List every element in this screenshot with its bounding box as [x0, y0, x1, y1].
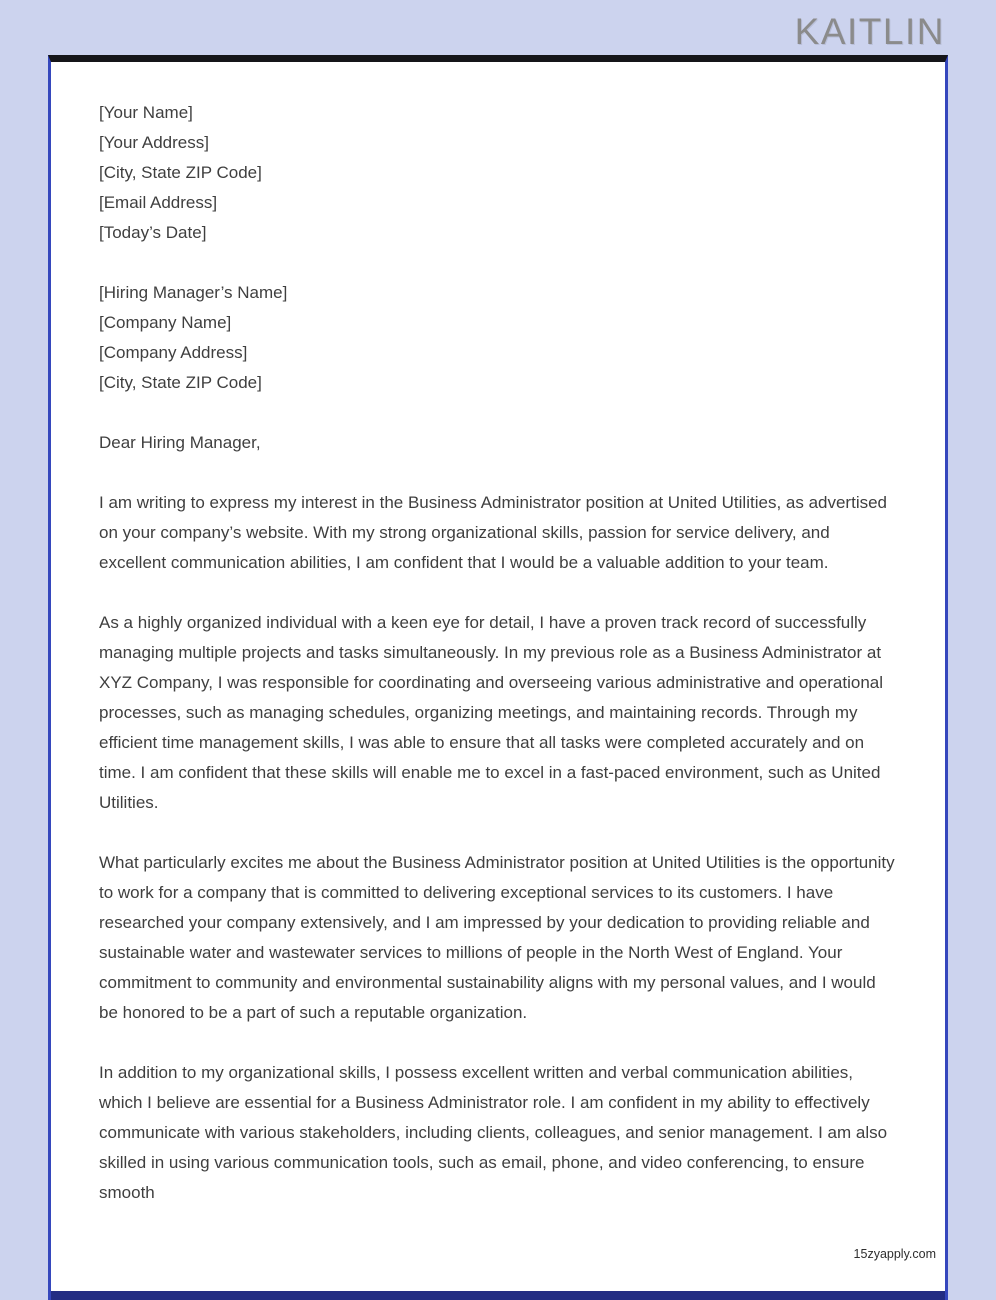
letter-paragraph: As a highly organized individual with a keen eye for detail, I have a proven track record of successfully managing multiple projects and tasks simultaneously. In my previous role as a Business Administrator at XYZ Company, I was responsible for coordinating and overseeing various administrative and operational processes, such as managing schedules, organizing meetings, and maintaining records. Through my efficient time management skills, I was able to ensure that all tasks were completed accurately and on time. I am confident that these skills will enable me to excel in a fast-paced environment, such as United Utilities.	[99, 613, 884, 812]
letter-paragraph: What particularly excites me about the Business Administrator position at United Utilities is the opportunity to work for a company that is committed to delivering exceptional services to its customers. I have researched your company extensively, and I am impressed by your dedication to providing reliable and sustainable water and wastewater services to millions of people in the North West of England. Your commitment to community and environmental sustainability aligns with my personal values, and I would be honored to be a part of such a reputable organization.	[99, 853, 895, 1022]
page-bottom-accent-bar	[51, 1291, 945, 1300]
sender-name-line: [Your Name]	[99, 103, 193, 122]
recipient-address-line: [Company Address]	[99, 343, 248, 362]
letter-page	[48, 55, 948, 1300]
salutation: Dear Hiring Manager,	[99, 433, 261, 452]
sender-email-line: [Email Address]	[99, 193, 218, 212]
recipient-city-line: [City, State ZIP Code]	[99, 373, 262, 392]
site-watermark: 15zyapply.com	[853, 1247, 936, 1261]
sender-address-line: [Your Address]	[99, 133, 209, 152]
letter-paragraph: In addition to my organizational skills, I possess excellent written and verbal communication abilities, which I believe are essential for a Business Administrator role. I am confident in my ability to effectively communicate with various stakeholders, including clients, colleagues, and senior management. I am also skilled in using various communication tools, such as email, phone, and video conferencing, to ensure smooth	[99, 1063, 888, 1202]
sender-block	[99, 98, 899, 248]
recipient-company-line: [Company Name]	[99, 313, 232, 332]
recipient-block	[99, 278, 899, 398]
sender-date-line: [Today’s Date]	[99, 223, 207, 242]
letter-content	[51, 62, 945, 1208]
letter-paragraph: I am writing to express my interest in the Business Administrator position at United Utilities, as advertised on your company’s website. With my strong organizational skills, passion for service delivery, and excellent communication abilities, I am confident that I would be a valuable addition to your team.	[99, 493, 888, 572]
brand-logo: KAITLIN	[794, 11, 945, 52]
sender-city-line: [City, State ZIP Code]	[99, 163, 262, 182]
recipient-name-line: [Hiring Manager’s Name]	[99, 283, 288, 302]
